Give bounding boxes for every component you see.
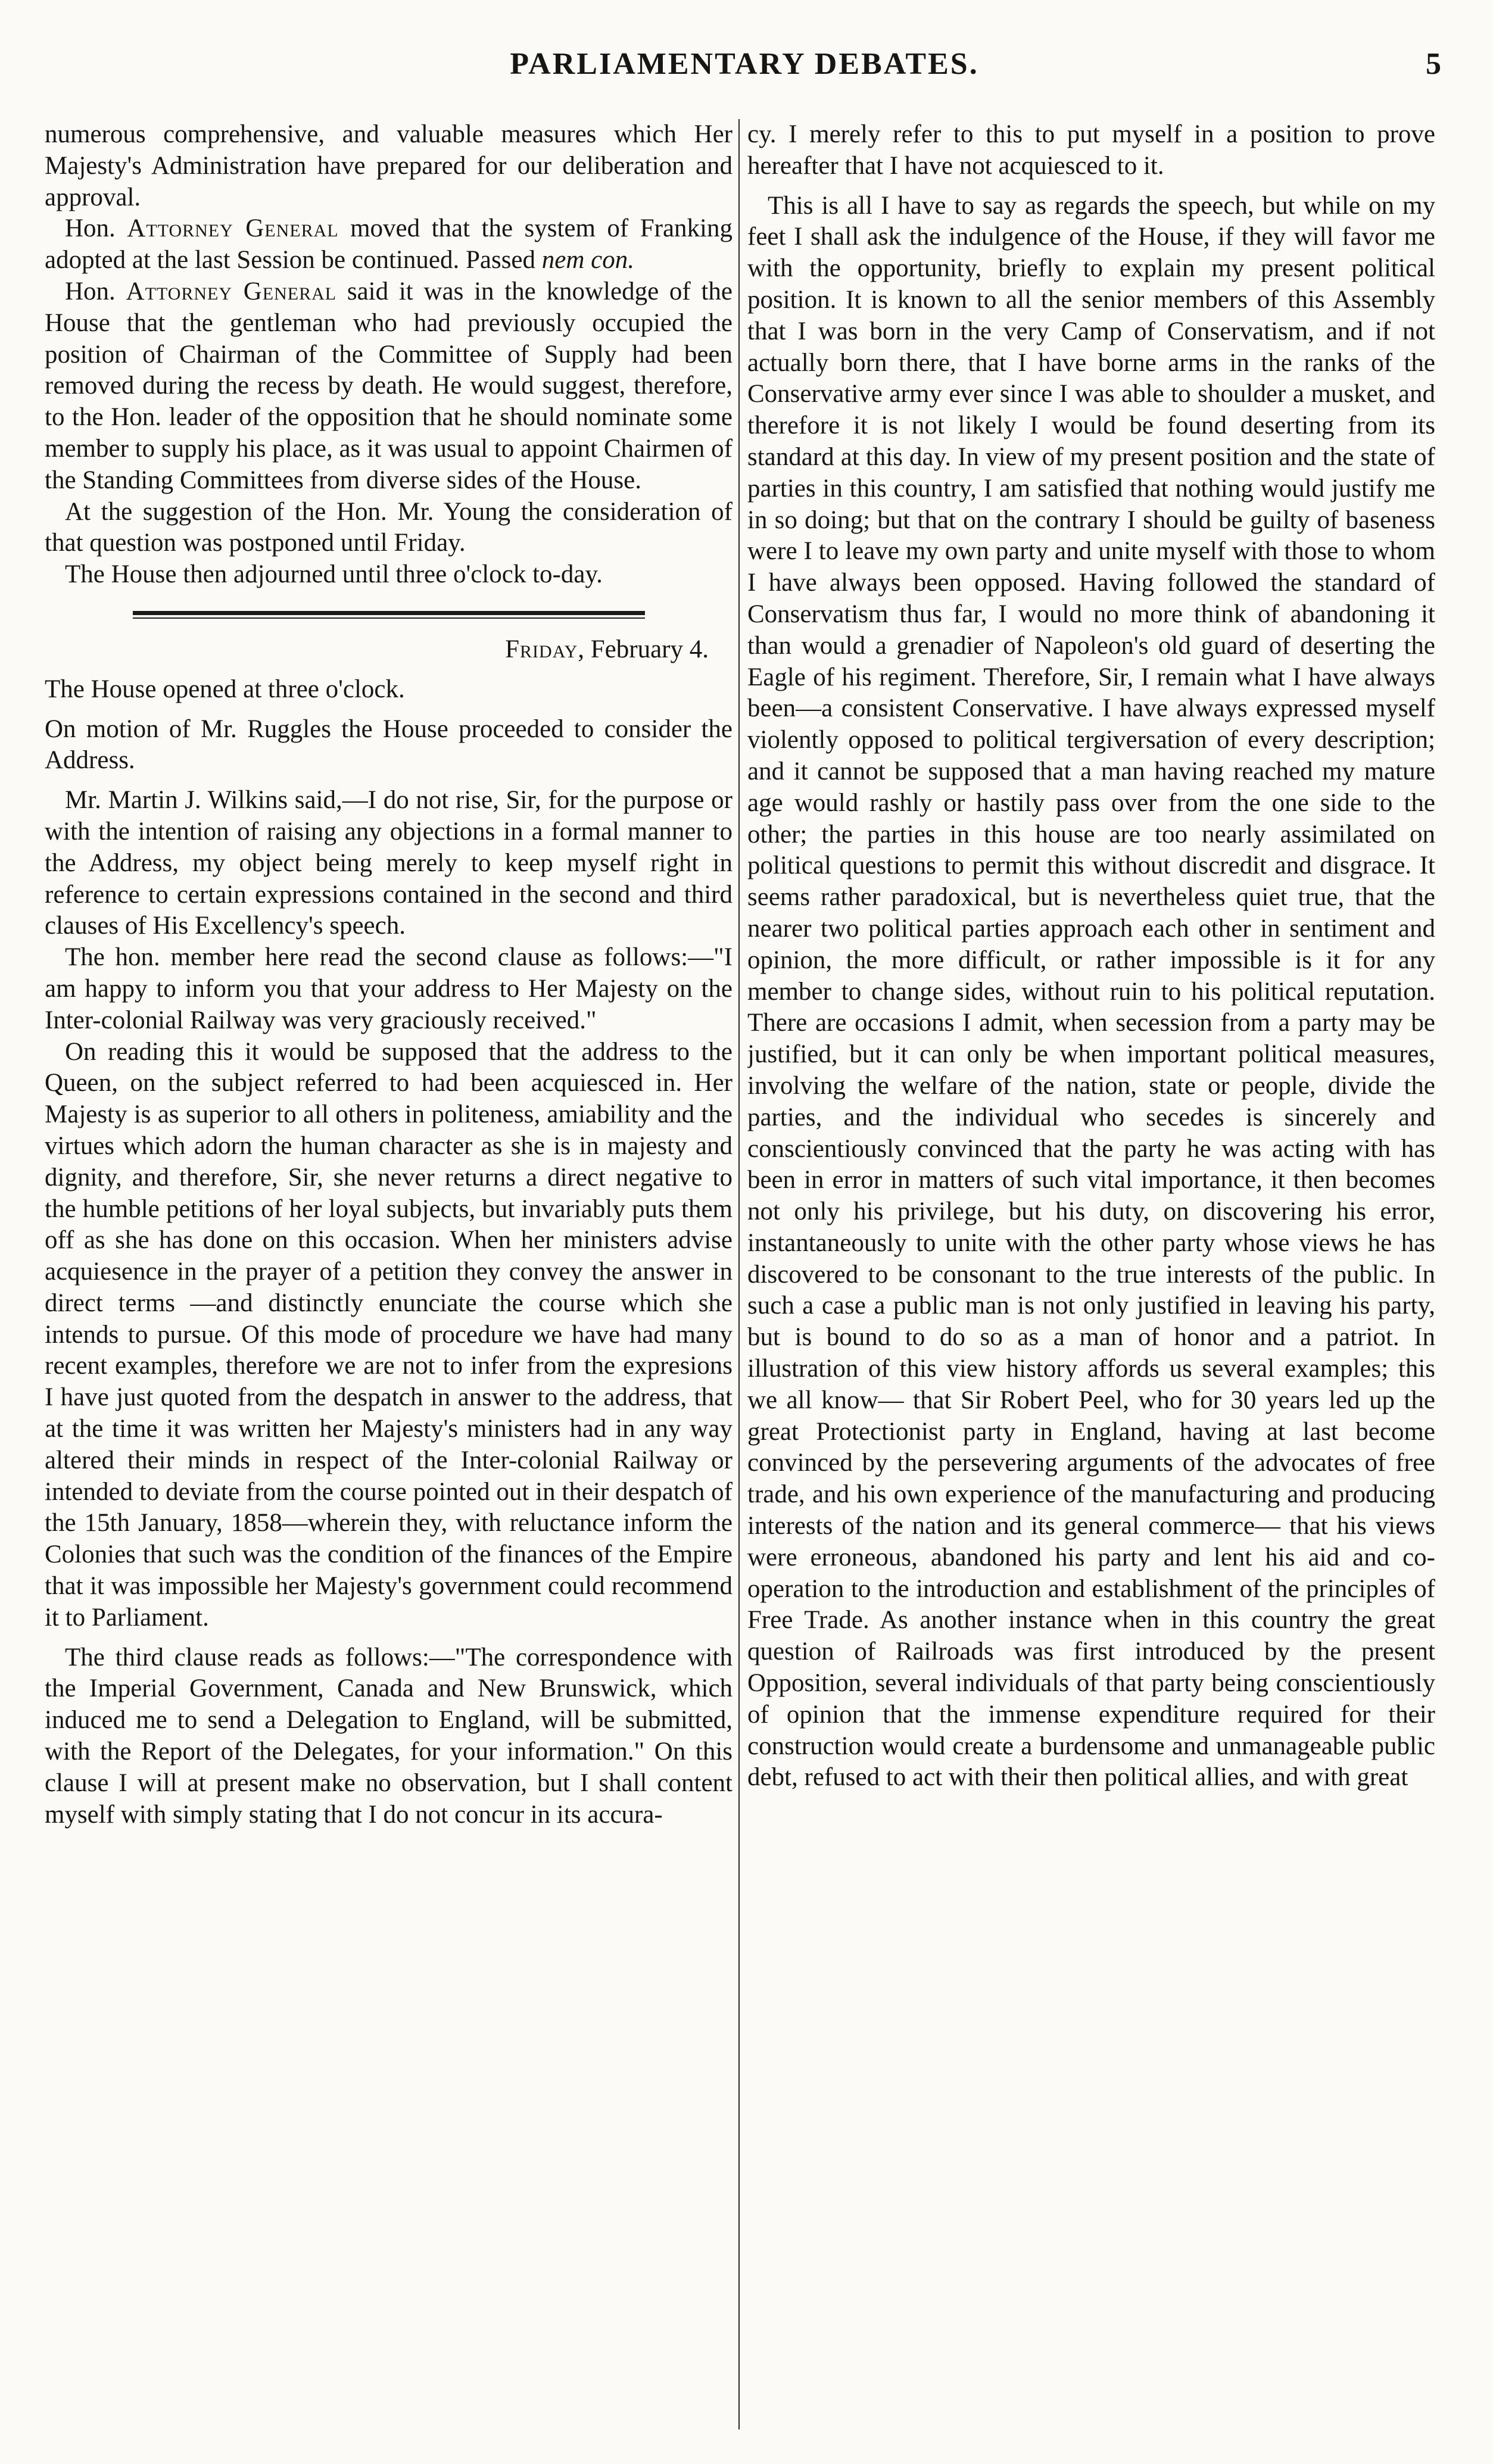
dateline-day: Friday	[505, 635, 578, 663]
right-column	[747, 119, 1435, 2429]
speaker-title: Hon.	[65, 214, 127, 243]
session-dateline	[45, 634, 733, 666]
paragraph-franking-motion	[45, 213, 733, 276]
paragraph-accuracy-continued: cy. I merely refer to this to put myself in a position to prove hereafter that I have not acquiesced to it.	[747, 120, 1435, 180]
section-divider	[133, 611, 645, 619]
page-header	[48, 46, 1441, 100]
page-title: PARLIAMENTARY DEBATES.	[510, 47, 979, 81]
page-number: 5	[1426, 47, 1441, 81]
paragraph-text: moved that the system of Franking adopted at the last Session be continued. Passed	[45, 214, 733, 275]
speaker-name: Attorney General	[127, 214, 339, 243]
column-divider-rule	[738, 119, 740, 2429]
paragraph-second-clause: The hon. member here read the second clause as follows:—"I am happy to inform you that your address to Her Majesty on the Inter-colonial Railway was very graciously received."	[45, 943, 733, 1034]
latin-phrase: nem con.	[541, 246, 634, 275]
paragraph-queen-response: On reading this it would be supposed that the address to the Queen, on the subject referred to had been acquiesced in. Her Majesty is as superior to all others in politeness, amiability and the virtues which adorn the human character as she is in majesty and dignity, and therefore, Sir, she never returns a direct negative to the humble petitions of her loyal subjects, but invariably puts them off as she has done on this occasion. When her ministers advise acquiesence in the prayer of a petition they convey the answer in direct terms —and distinctly enunciate the course which she intends to pursue. Of this mode of procedure we have had many recent examples, therefore we are not to infer from the expresions I have just quoted from the despatch in answer to the address, that at the time it was written her Majesty's ministers had in any way altered their minds in respect of the Inter-colonial Railway or intended to deviate from the course pointed out in their despatch of the 15th January, 1858—wherein they, with reluctance inform the Colonies that such was the condition of the finances of the Empire that it was impossible her Majesty's government could recommend it to Parliament.	[45, 1037, 733, 1632]
paragraph-chairman-vacancy	[45, 276, 733, 497]
paragraph-political-position: This is all I have to say as regards the speech, but while on my feet I shall ask the indulgence of the House, if they will favor me with the opportunity, briefly to explain my present political position. It is known to all the senior members of this Assembly that I was born in the very Camp of Conservatism, and if not actually born there, that I have borne arms in the ranks of the Conservative army ever since I was able to shoulder a musket, and therefore it is not likely I would be found deserting from its standard at this day. In view of my present position and the state of parties in this country, I am satisfied that nothing would justify me in so doing; but that on the contrary I should be guilty of baseness were I to leave my own party and unite myself with those to whom I have always been opposed. Having followed the standard of Conservatism thus far, I would no more think of abandoning it than would a grenadier of Napoleon's old guard of deserting the Eagle of his regiment. Therefore, Sir, I remain what I have always been—a consistent Conservative. I have always expressed myself violently opposed to political tergiversation of every description; and it cannot be supposed that a man having reached my mature age would rashly or hastily pass over from the one side to the other; the parties in this house are too nearly assimilated on political questions to permit this without discredit and disgrace. It seems rather paradoxical, but is nevertheless quiet true, that the nearer two political parties approach each other in sentiment and opinion, the more difficult, or rather impossible is it for any member to change sides, without ruin to his political reputation. There are occasions I admit, when secession from a party may be justified, but it can only be when important political measures, involving the welfare of the nation, state or people, divide the parties, and the individual who secedes is sincerely and conscientiously convinced that the party he was acting with has been in error in matters of such vital importance, it then becomes not only his privilege, but his duty, on discovering his error, instantaneously to unite with the other party whose views he has discovered to be consonant to the true interests of the public. In such a case a public man is not only justified in leaving his party, but is bound to do so as a man of honor and a patriot. In illustration of this view history affords us several examples; this we all know— that Sir Robert Peel, who for 30 years led up the great Protectionist party in England, having at last become convinced by the persevering arguments of the advocates of free trade, and his own experience of the manufacturing and producing interests of the nation and its general commerce— that his views were erroneous, abandoned his party and lent his aid and co-operation to the introduction and establishment of the principles of Free Trade. As another instance when in this country the great question of Railroads was first introduced by the present Opposition, several individuals of that party being conscientiously of opinion that the immense expenditure required for their construction would create a burdensome and unmanageable public debt, refused to act with their then political allies, and with great	[747, 191, 1435, 1792]
divider-thin-rule	[133, 617, 645, 619]
paragraph-third-clause: The third clause reads as follows:—"The correspondence with the Imperial Government, Canada and New Brunswick, which induced me to send a Delegation to England, will be submitted, with the Report of the Delegates, for your information." On this clause I will at present make no observation, but I shall content myself with simply stating that I do not concur in its accura-	[45, 1643, 733, 1829]
divider-thick-rule	[133, 611, 645, 615]
paragraph-measures-conclusion: numerous comprehensive, and valuable measures which Her Majesty's Administration have prepared for our deliberation and approval.	[45, 120, 733, 211]
paragraph-adjournment: The House then adjourned until three o'clock to-day.	[65, 560, 603, 589]
paragraph-postponement: At the suggestion of the Hon. Mr. Young the consideration of that question was postponed until Friday.	[45, 497, 733, 557]
paragraph-house-opened: The House opened at three o'clock.	[45, 675, 405, 703]
dateline-date: , February 4.	[578, 635, 709, 663]
speaker-title: Hon.	[65, 277, 126, 305]
paragraph-text: said it was in the knowledge of the House that the gentleman who had previously occupied the position of Chairman of the Committee of Supply had been removed during the recess by death. He would suggest, therefore, to the Hon. leader of the opposition that he should nominate some member to supply his place, as it was usual to appoint Chairmen of the Standing Committees from diverse sides of the House.	[45, 277, 733, 494]
left-column	[45, 119, 733, 2429]
paragraph-ruggles-motion: On motion of Mr. Ruggles the House proceeded to consider the Address.	[45, 715, 733, 775]
paragraph-wilkins-speech: Mr. Martin J. Wilkins said,—I do not rise, Sir, for the purpose or with the intention of raising any objections in a formal manner to the Address, my object being merely to keep myself right in reference to certain expressions contained in the second and third clauses of His Excellency's speech.	[45, 786, 733, 940]
speaker-name: Attorney General	[126, 277, 337, 305]
